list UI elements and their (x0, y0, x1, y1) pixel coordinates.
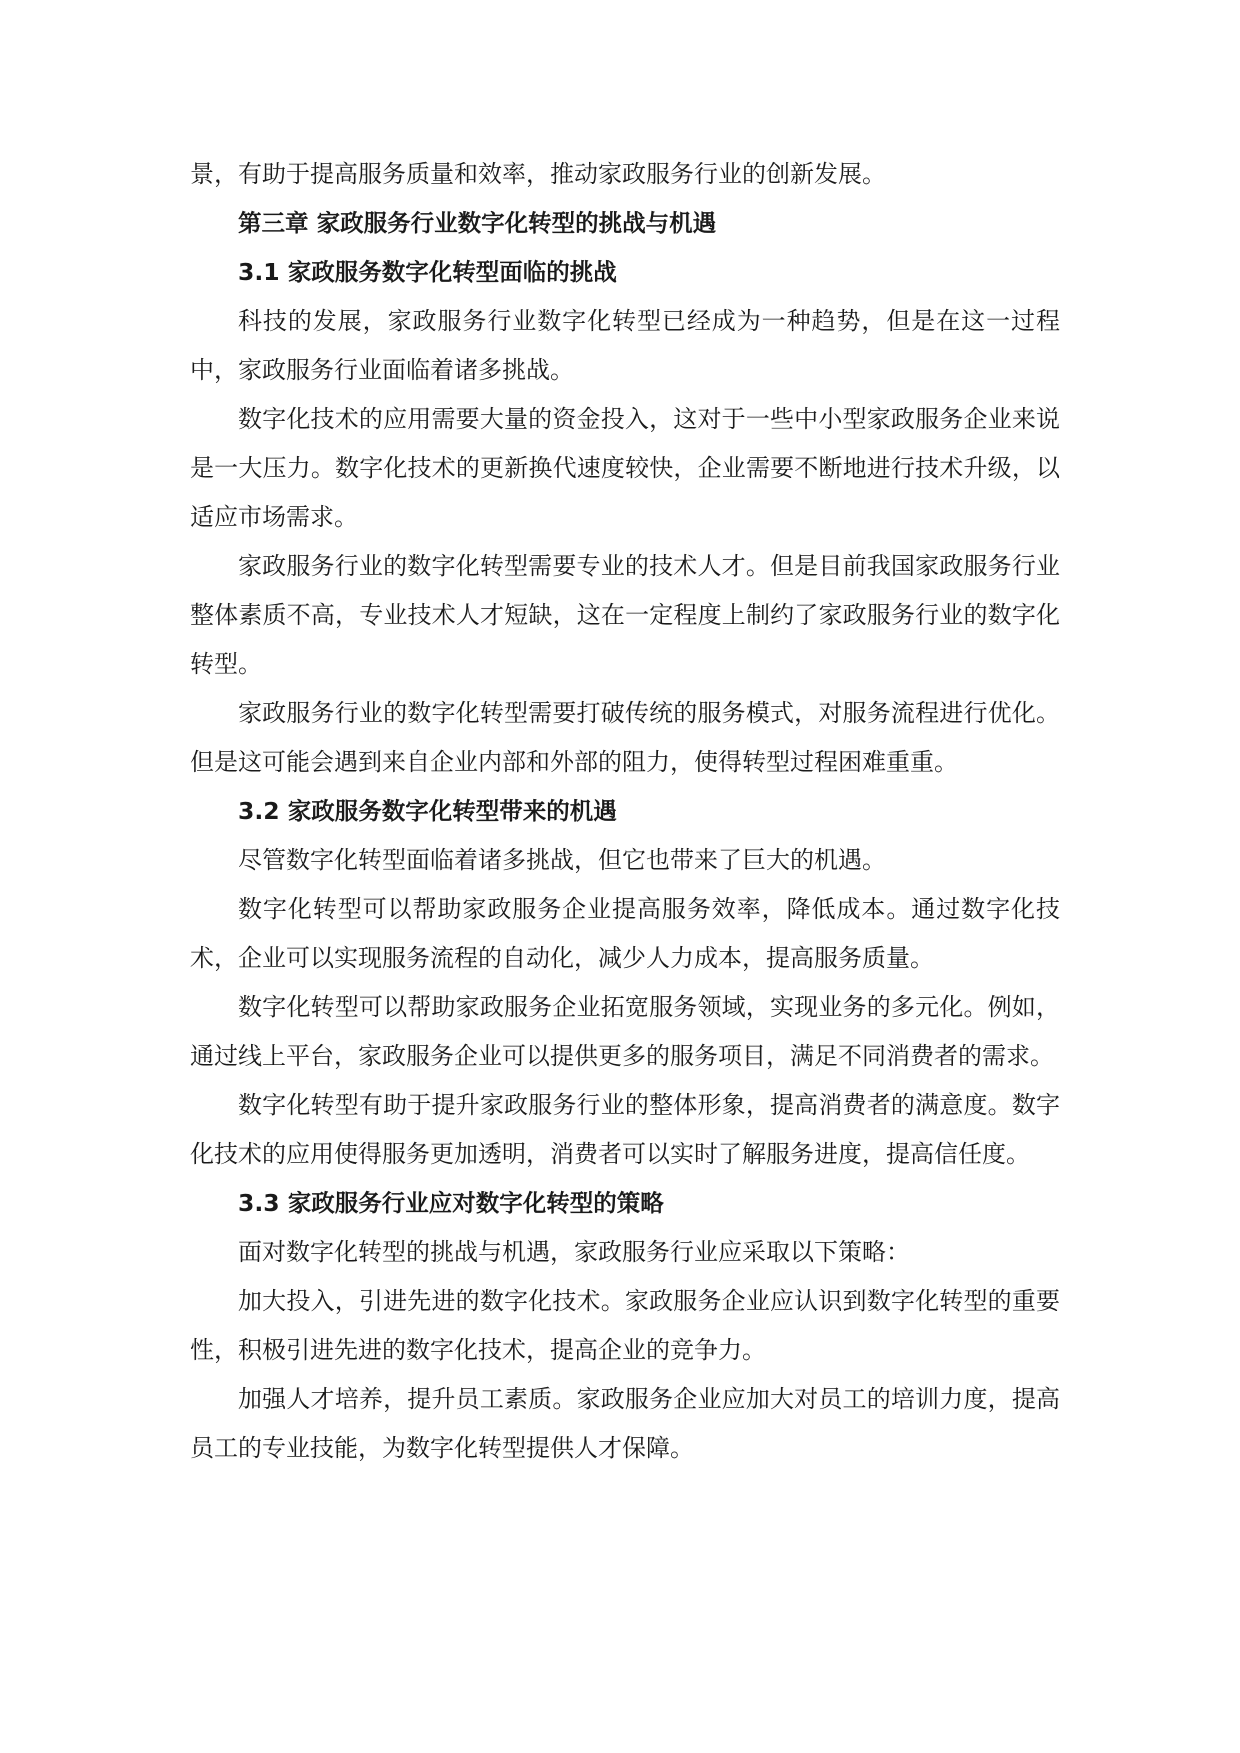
chapter-heading: 第三章 家政服务行业数字化转型的挑战与机遇 (238, 209, 717, 237)
paragraph: 加强人才培养，提升员工素质。家政服务企业应加大对员工的培训力度，提高员工的专业技能，为数字化转型提供人才保障。 (190, 1385, 1060, 1462)
paragraph: 面对数字化转型的挑战与机遇，家政服务行业应采取以下策略： (238, 1238, 910, 1266)
document-page (190, 150, 1060, 1473)
paragraph-continued: 景，有助于提高服务质量和效率，推动家政服务行业的创新发展。 (190, 160, 886, 188)
paragraph: 数字化转型可以帮助家政服务企业提高服务效率，降低成本。通过数字化技术，企业可以实现服务流程的自动化，减少人力成本，提高服务质量。 (190, 895, 1060, 972)
paragraph: 数字化技术的应用需要大量的资金投入，这对于一些中小型家政服务企业来说是一大压力。数字化技术的更新换代速度较快，企业需要不断地进行技术升级，以适应市场需求。 (190, 405, 1060, 531)
paragraph: 家政服务行业的数字化转型需要打破传统的服务模式，对服务流程进行优化。但是这可能会遇到来自企业内部和外部的阻力，使得转型过程困难重重。 (190, 699, 1060, 776)
paragraph: 加大投入，引进先进的数字化技术。家政服务企业应认识到数字化转型的重要性，积极引进先进的数字化技术，提高企业的竞争力。 (190, 1287, 1060, 1364)
section-heading-3-2: 3.2 家政服务数字化转型带来的机遇 (238, 797, 617, 825)
paragraph: 数字化转型有助于提升家政服务行业的整体形象，提高消费者的满意度。数字化技术的应用使得服务更加透明，消费者可以实时了解服务进度，提高信任度。 (190, 1091, 1060, 1168)
paragraph: 家政服务行业的数字化转型需要专业的技术人才。但是目前我国家政服务行业整体素质不高，专业技术人才短缺，这在一定程度上制约了家政服务行业的数字化转型。 (190, 552, 1060, 678)
paragraph: 数字化转型可以帮助家政服务企业拓宽服务领域，实现业务的多元化。例如，通过线上平台，家政服务企业可以提供更多的服务项目，满足不同消费者的需求。 (190, 993, 1060, 1070)
section-heading-3-3: 3.3 家政服务行业应对数字化转型的策略 (238, 1189, 664, 1217)
paragraph: 尽管数字化转型面临着诸多挑战，但它也带来了巨大的机遇。 (238, 846, 886, 874)
section-heading-3-1: 3.1 家政服务数字化转型面临的挑战 (238, 258, 617, 286)
paragraph: 科技的发展，家政服务行业数字化转型已经成为一种趋势，但是在这一过程中，家政服务行业面临着诸多挑战。 (190, 307, 1060, 384)
